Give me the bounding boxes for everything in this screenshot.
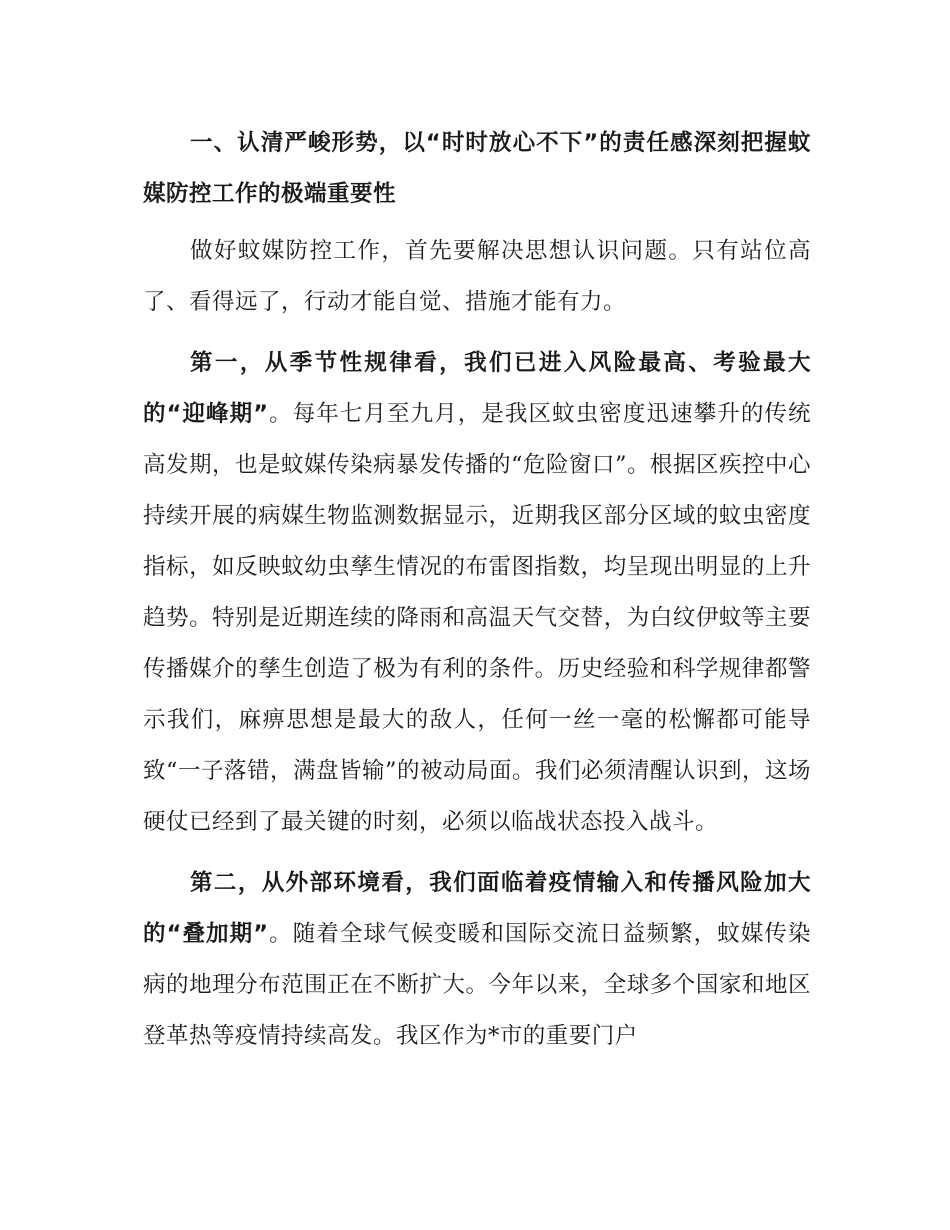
section-heading: 一、认清严峻形势，以“时时放心不下”的责任感深刻把握蚊媒防控工作的极端重要性	[143, 130, 811, 207]
point-1-paragraph	[143, 338, 811, 848]
point-2-lead: 第二，从外部环境看，我们面临着疫情输入和传播风险加大的“叠加期”	[143, 870, 811, 947]
document-body	[143, 118, 811, 1072]
point-1-body: 。每年七月至九月，是我区蚊虫密度迅速攀升的传统高发期，也是蚊媒传染病暴发传播的“危险窗口”。根据区疾控中心持续开展的病媒生物监测数据显示，近期我区部分区域的蚊虫密度指标，如反映蚊幼虫孳生情况的布雷图指数，均呈现出明显的上升趋势。特别是近期连续的降雨和高温天气交替，为白纹伊蚊等主要传播媒介的孳生创造了极为有利的条件。历史经验和科学规律都警示我们，麻痹思想是最大的敌人，任何一丝一毫的松懈都可能导致“一子落错，满盘皆输”的被动局面。我们必须清醒认识到，这场硬仗已经到了最关键的时刻，必须以临战状态投入战斗。	[143, 401, 812, 835]
point-1-lead: 第一，从季节性规律看，我们已进入风险最高、考验最大的“迎峰期”	[143, 350, 811, 427]
intro-paragraph: 做好蚊媒防控工作，首先要解决思想认识问题。只有站位高了、看得远了，行动才能自觉、措施才能有力。	[143, 238, 811, 315]
point-2-body: 。随着全球气候变暖和国际交流日益频繁，蚊媒传染病的地理分布范围正在不断扩大。今年以来，全球多个国家和地区登革热等疫情持续高发。我区作为*市的重要门户	[143, 921, 811, 1049]
point-2-paragraph	[143, 858, 811, 1062]
